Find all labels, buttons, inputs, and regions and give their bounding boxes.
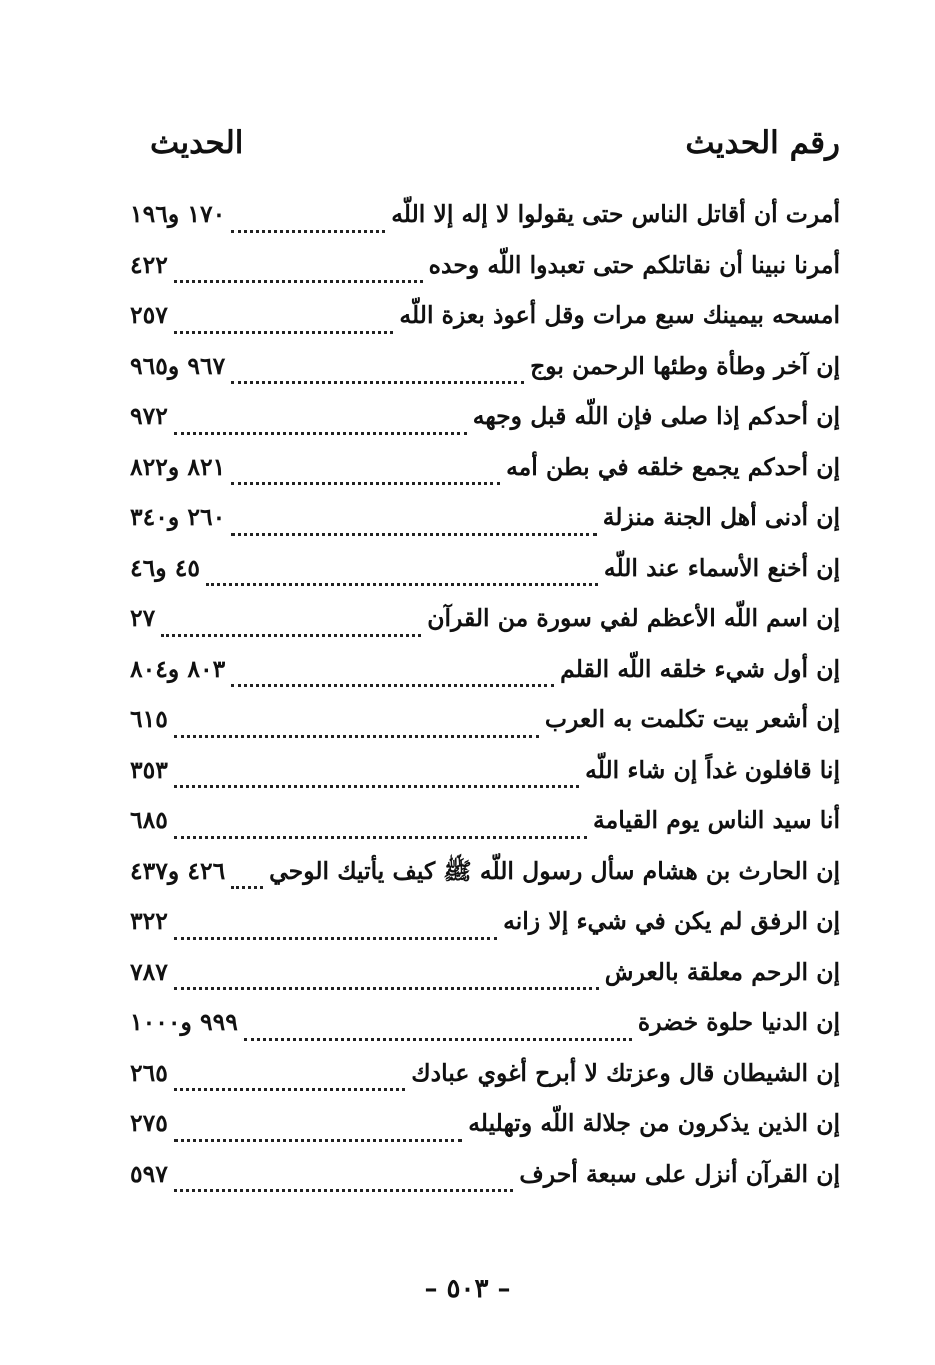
dot-leader	[231, 482, 500, 485]
hadith-text: إن الرفق لم يكن في شيء إلا زانه	[503, 907, 840, 935]
index-entry	[130, 352, 840, 403]
index-entry	[130, 1008, 840, 1059]
hadith-number: ٨٠٣ و٨٠٤	[130, 654, 226, 683]
dot-leader	[244, 1038, 632, 1041]
index-entry	[130, 251, 840, 302]
dot-leader	[174, 937, 497, 940]
dot-leader	[174, 1189, 514, 1192]
hadith-text: أمرت أن أقاتل الناس حتى يقولوا لا إله إلا اللّه	[391, 200, 840, 228]
hadith-index-list	[130, 200, 840, 1210]
hadith-text: إن أخنع الأسماء عند اللّه	[603, 553, 840, 582]
hadith-number: ٩٧٢	[130, 402, 168, 430]
dot-leader	[231, 886, 263, 889]
hadith-number: ٩٩٩ و١٠٠٠	[130, 1008, 238, 1036]
dot-leader	[231, 381, 524, 384]
page-number: – ٥٠٣ –	[424, 1274, 511, 1304]
hadith-number: ٢٥٧	[130, 301, 168, 329]
dot-leader	[174, 432, 467, 435]
hadith-text: إن القرآن أنزل على سبعة أحرف	[519, 1159, 840, 1188]
dot-leader	[161, 634, 421, 637]
hadith-text: إن أحدكم إذا صلى فإن اللّه قبل وجهه	[472, 402, 840, 430]
hadith-number: ٢٦٥	[130, 1058, 168, 1087]
header-hadith: الحديث	[150, 125, 244, 161]
hadith-text: إنا قافلون غداً إن شاء اللّه	[585, 755, 840, 784]
hadith-number: ٤٢٦ و٤٣٧	[130, 856, 226, 885]
dot-leader	[174, 987, 599, 990]
hadith-text: أمرنا نبينا أن نقاتلكم حتى تعبدوا اللّه وحده	[428, 250, 840, 279]
hadith-number: ٣٥٣	[130, 755, 168, 784]
index-entry	[130, 655, 840, 706]
dot-leader	[174, 785, 579, 788]
hadith-number: ٦١٥	[130, 705, 168, 733]
index-entry	[130, 806, 840, 857]
index-entry	[130, 301, 840, 352]
index-entry	[130, 503, 840, 554]
index-entry	[130, 756, 840, 807]
hadith-number: ٣٢٢	[130, 907, 168, 935]
index-entry	[130, 958, 840, 1009]
hadith-text: امسحه بيمينك سبع مرات وقل أعوذ بعزة اللّه	[399, 301, 840, 329]
hadith-text: إن الشيطان قال وعزتك لا أبرح أغوي عبادك	[411, 1058, 840, 1087]
dot-leader	[231, 533, 596, 536]
index-entry	[130, 554, 840, 605]
header-hadith-number: رقم الحديث	[685, 125, 840, 161]
hadith-text: أنا سيد الناس يوم القيامة	[593, 806, 840, 834]
hadith-number: ٨٢١ و٨٢٢	[130, 452, 226, 481]
index-entry	[130, 857, 840, 908]
index-entry	[130, 1109, 840, 1160]
dot-leader	[174, 1139, 462, 1142]
index-entry	[130, 200, 840, 251]
hadith-number: ٢٧٥	[130, 1109, 168, 1137]
hadith-number: ٧٨٧	[130, 957, 168, 986]
hadith-text: إن أحدكم يجمع خلقه في بطن أمه	[506, 452, 840, 481]
hadith-text: إن أول شيء خلقه اللّه القلم	[560, 654, 840, 683]
dot-leader	[174, 331, 394, 334]
hadith-text: إن الحارث بن هشام سأل رسول اللّه ﷺ كيف يأتيك الوحي	[269, 856, 840, 885]
dot-leader	[231, 684, 554, 687]
hadith-text: إن الذين يذكرون من جلالة اللّه وتهليله	[468, 1109, 840, 1137]
dot-leader	[174, 836, 587, 839]
index-entry	[130, 705, 840, 756]
hadith-number: ١٧٠ و١٩٦	[130, 200, 226, 228]
hadith-text: إن الرحم معلقة بالعرش	[604, 957, 840, 986]
hadith-text: إن الدنيا حلوة خضرة	[637, 1008, 840, 1036]
index-entry	[130, 402, 840, 453]
hadith-number: ٢٧	[130, 604, 156, 632]
hadith-text: إن أشعر بيت تكلمت به العرب	[544, 705, 840, 733]
hadith-text: إن آخر وطأة وطئها الرحمن بوج	[530, 351, 840, 380]
dot-leader	[174, 1088, 405, 1091]
hadith-number: ٥٩٧	[130, 1159, 168, 1188]
hadith-number: ٩٦٧ و٩٦٥	[130, 351, 226, 380]
column-header	[150, 118, 840, 168]
hadith-number: ٤٢٢	[130, 250, 168, 279]
hadith-number: ٤٥ و٤٦	[130, 553, 201, 582]
index-entry	[130, 907, 840, 958]
index-entry	[130, 453, 840, 504]
index-entry	[130, 1059, 840, 1110]
dot-leader	[206, 583, 598, 586]
hadith-text: إن أدنى أهل الجنة منزلة	[602, 503, 840, 531]
dot-leader	[231, 230, 385, 233]
dot-leader	[174, 735, 539, 738]
hadith-number: ٦٨٥	[130, 806, 168, 834]
index-entry	[130, 604, 840, 655]
hadith-text: إن اسم اللّه الأعظم لفي سورة من القرآن	[427, 604, 840, 632]
dot-leader	[174, 280, 423, 283]
index-entry	[130, 1160, 840, 1211]
hadith-number: ٢٦٠ و٣٤٠	[130, 503, 226, 531]
